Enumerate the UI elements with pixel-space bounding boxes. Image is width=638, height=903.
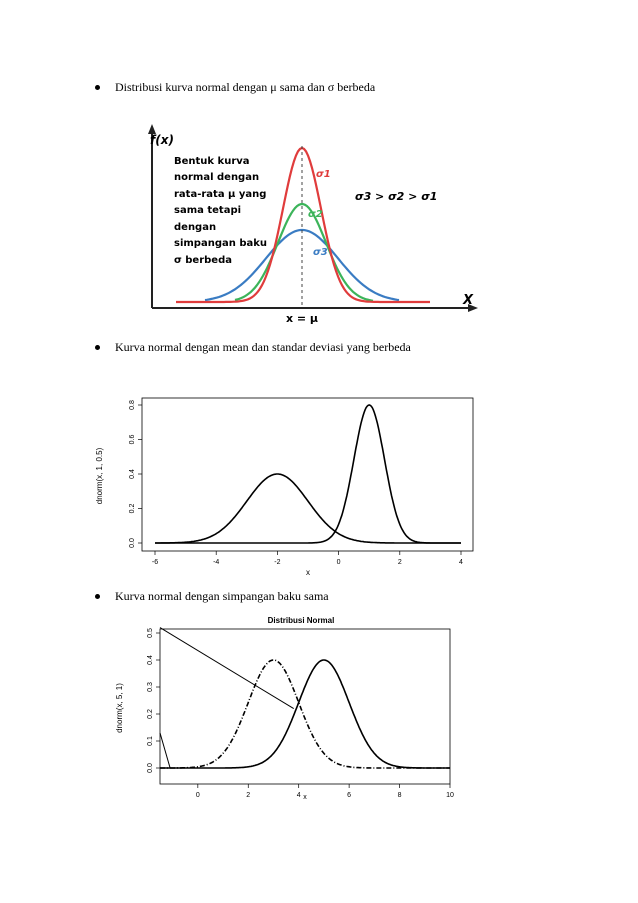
plot-frame [142, 398, 473, 551]
x-tick-label: -6 [151, 559, 159, 566]
x-tick-label: 0 [336, 559, 341, 566]
series-line-1 [155, 474, 461, 543]
y-axis-label: dnorm(x, 5, 1) [115, 683, 124, 733]
x-tick-label: 4 [459, 559, 463, 566]
x-tick-label: -2 [274, 559, 281, 566]
sigma3-label: σ3 [313, 247, 328, 258]
y-tick-label: 0.0 [129, 538, 136, 548]
x-tick-label: 4 [296, 792, 301, 799]
y-tick-label: 0.6 [129, 434, 136, 445]
description-line-1: Bentuk kurva [174, 156, 250, 167]
chart-distribusi-normal [105, 610, 455, 805]
sigma-inequality: σ3 > σ2 > σ1 [355, 190, 438, 203]
x-tick-label: 10 [446, 792, 454, 799]
y-tick-label: 0.3 [147, 682, 154, 692]
y-tick-label: 0.2 [147, 709, 154, 719]
y-tick-label: 0.0 [147, 763, 154, 773]
description-line-6: simpangan baku [174, 238, 268, 249]
description-line-5: dengan [174, 222, 217, 233]
bullet-item-2 [95, 340, 411, 355]
bullet-dot [95, 345, 100, 350]
series-line-4 [160, 733, 170, 768]
bullet-text: Kurva normal dengan simpangan baku sama [115, 589, 329, 603]
bullet-text: Distribusi kurva normal dengan μ sama dan σ berbeda [115, 80, 376, 94]
series-line-1 [160, 660, 450, 768]
sigma1-label: σ1 [316, 169, 331, 180]
y-tick-label: 0.2 [129, 503, 136, 514]
x-axis-label: x [306, 568, 310, 577]
chart-title: Distribusi Normal [267, 616, 335, 625]
y-tick-label: 0.4 [129, 469, 136, 479]
x-tick-label: 2 [397, 559, 402, 566]
description-line-7: σ berbeda [174, 255, 232, 266]
figure-normal-same-mean [140, 122, 485, 330]
y-axis-label: f(x) [150, 133, 174, 147]
y-tick-label: 0.8 [129, 400, 136, 410]
description-line-2: normal dengan [174, 172, 260, 183]
x-tick-label: 0 [195, 792, 200, 799]
y-tick-label: 0.1 [147, 736, 154, 746]
x-axis-label: x [303, 794, 307, 801]
x-tick-label: -4 [213, 559, 220, 566]
series-line-2 [155, 405, 461, 543]
y-tick-label: 0.4 [147, 655, 154, 665]
bullet-dot [95, 594, 100, 599]
bullet-item-3 [95, 589, 329, 604]
x-tick-label: 6 [347, 792, 352, 799]
x-tick-label: 8 [397, 792, 402, 799]
series-line-3 [160, 628, 294, 709]
description-line-3: rata-rata μ yang [174, 189, 267, 200]
x-axis-label: X [463, 293, 474, 308]
curve-sigma2 [235, 204, 373, 301]
plot-frame [160, 629, 450, 784]
description-line-4: sama tetapi [174, 205, 242, 216]
bullet-dot [95, 85, 100, 90]
series-line-2 [160, 660, 450, 768]
bullet-item-1 [95, 80, 375, 95]
chart-two-normals [90, 390, 480, 580]
y-tick-label: 0.5 [147, 628, 154, 638]
sigma2-label: σ2 [308, 209, 323, 220]
bullet-text: Kurva normal dengan mean dan standar deviasi yang berbeda [115, 340, 411, 354]
y-axis-label: dnorm(x, 1, 0.5) [95, 447, 104, 505]
center-label: x = μ [285, 312, 319, 325]
x-tick-label: 2 [246, 792, 251, 799]
